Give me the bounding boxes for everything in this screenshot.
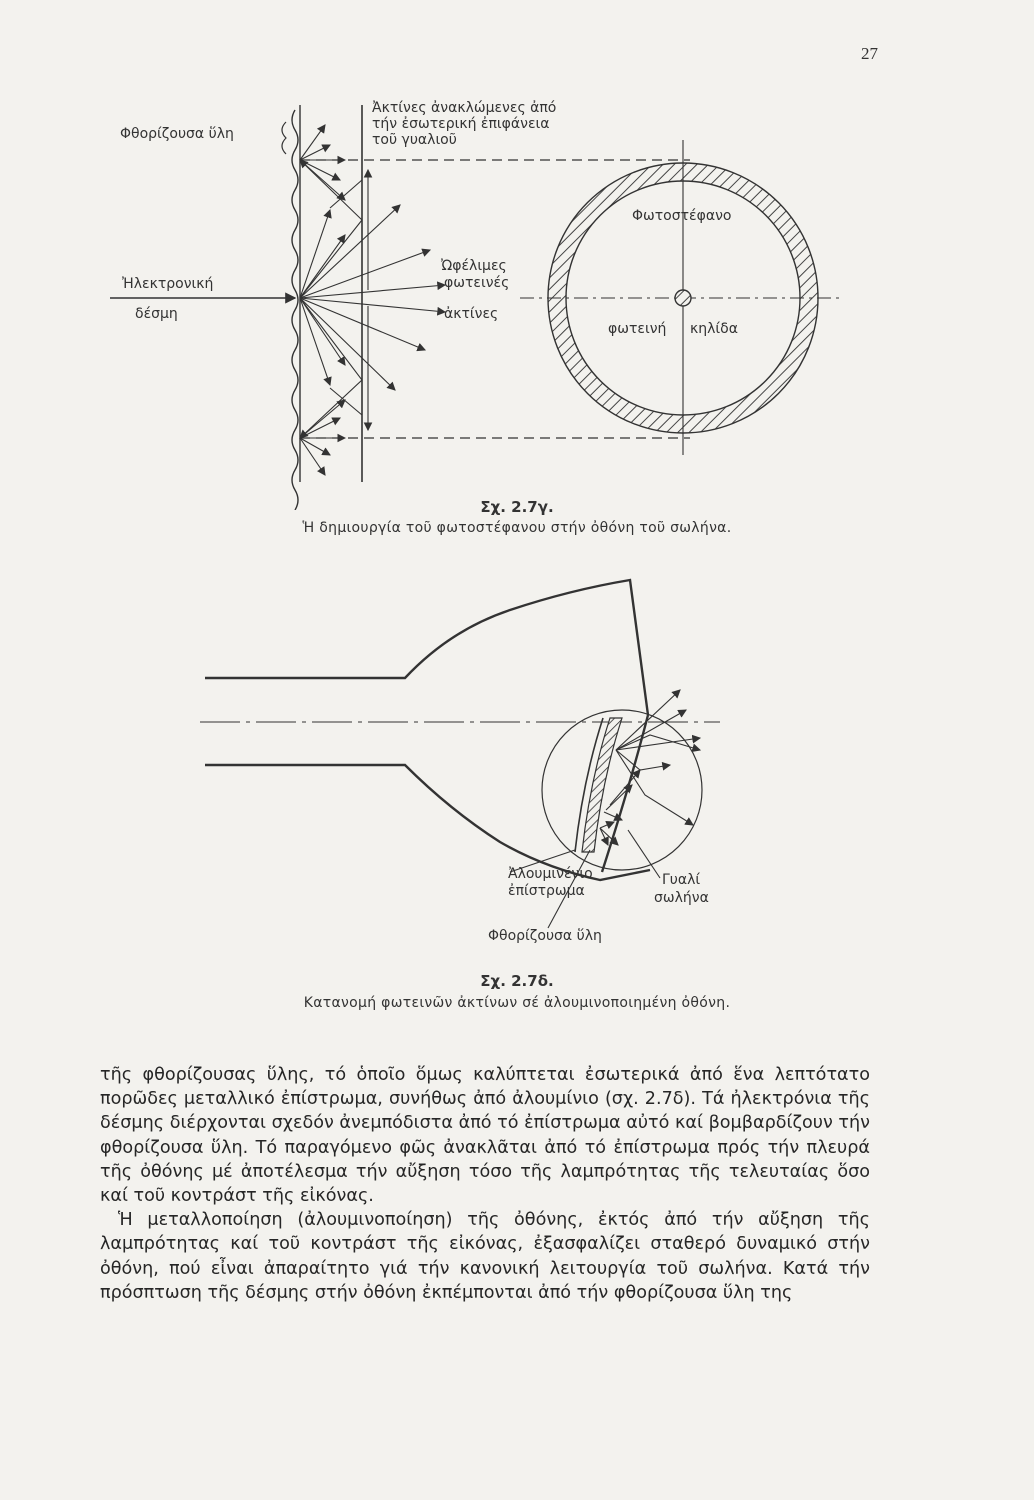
label-beam-1: Ἠλεκτρονική <box>122 276 214 292</box>
figure1-caption-number: Σχ. 2.7γ. <box>480 498 554 516</box>
label-glass-1: Γυαλί <box>662 872 701 888</box>
figure-crt-aluminium <box>0 560 1034 980</box>
figure2-caption-text: Κατανομή φωτεινῶν ἀκτίνων σέ ἀλουμινοποιημένη ὀθόνη. <box>303 995 731 1011</box>
label-reflected-1: Ἀκτίνες ἀνακλώμενες ἀπό <box>372 100 557 116</box>
body-paragraph-2: Ἡ μεταλλοποίηση (ἀλουμινοποίηση) τῆς ὀθόνης, ἐκτός ἀπό τήν αὔξηση τῆς λαμπρότητας καί τοῦ κοντράστ τῆς εἰκόνας, ἐξασφαλίζει σταθερό δυναμικό στήν ὀθόνη, πού εἶναι ἀπαραίτητο γιά τήν κανονική λειτουργία τοῦ σωλήνα. Κατά τήν πρόσπτωση τῆς δέσμης στήν ὀθόνη ἐκπέμπονται ἀπό τήν φθορίζουσα ὕλη της <box>100 1210 870 1303</box>
label-spot-2: κηλίδα <box>690 321 738 337</box>
phosphor-layer <box>292 110 298 510</box>
label-useful-1: Ὠφέλιμες <box>441 258 507 274</box>
label-phosphor-2: Φθορίζουσα ὕλη <box>488 928 602 944</box>
label-halo: Φωτοστέφανο <box>632 208 732 224</box>
page-number: 27 <box>861 44 878 63</box>
label-aluminium-1: Ἀλουμινένιο <box>508 866 593 882</box>
label-glass-2: σωλήνα <box>654 890 709 906</box>
body-paragraph-1: τῆς φθορίζουσας ὕλης, τό ὁποῖο ὅμως καλύπτεται ἐσωτερικά ἀπό ἕνα λεπτότατο πορῶδες μεταλλικό ἐπίστρωμα, συνήθως ἀπό ἀλουμίνιο (σχ. 2.7δ). Τά ἠλεκτρόνια τῆς δέσμης διέρχονται σχεδόν ἀνεμπόδιστα ἀπό τό ἐπίστρωμα αὐτό καί βομβαρδίζουν τήν φθορίζουσα ὕλη. Τό παραγόμενο φῶς ἀνακλᾶται ἀπό τό ἐπίστρωμα πρός τήν πλευρά τῆς ὀθόνης μέ ἀποτέλεσμα τήν αὔξηση τόσο τῆς λαμπρότητας τῆς τελευταίας ὅσο καί τοῦ κοντράστ τῆς εἰκόνας. <box>100 1065 870 1207</box>
halo-diagram-svg <box>0 80 1034 510</box>
crt-tube-outline <box>205 580 648 715</box>
label-useful-2: φωτεινές <box>444 275 510 291</box>
body-text <box>100 1063 870 1305</box>
figure2-caption-number: Σχ. 2.7δ. <box>480 972 554 990</box>
label-aluminium-2: ἐπίστρωμα <box>508 883 585 899</box>
label-useful-3: ἀκτίνες <box>444 306 499 322</box>
label-phosphor: Φθορίζουσα ὕλη <box>120 126 234 142</box>
crt-aluminium-svg <box>0 560 1034 980</box>
figure1-caption-text: Ἡ δημιουργία τοῦ φωτοστέφανου στήν ὀθόνη τοῦ σωλήνα. <box>302 520 732 536</box>
figure-halo-diagram <box>0 80 1034 510</box>
label-reflected-3: τοῦ γυαλιοῦ <box>372 132 457 148</box>
label-spot-1: φωτεινή <box>608 321 667 337</box>
light-spot <box>675 290 691 306</box>
label-beam-2: δέσμη <box>135 306 178 322</box>
label-reflected-2: τήν ἐσωτερική ἐπιφάνεια <box>372 116 550 132</box>
